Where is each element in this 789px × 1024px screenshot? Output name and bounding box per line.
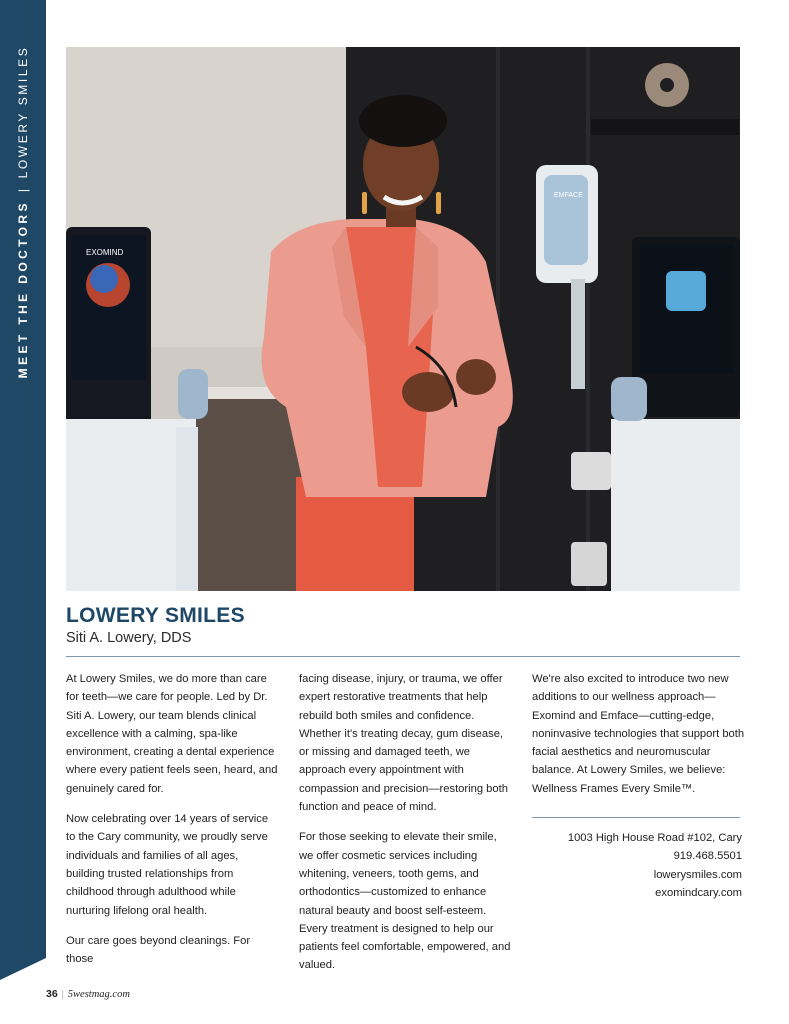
address: 1003 High House Road #102, Cary [567,832,742,844]
practice-label: LOWERY SMILES [16,45,30,179]
side-band-separator: | [16,186,30,193]
page-number: 36 [46,988,58,1000]
right-device-label: EMFACE [554,192,583,199]
footer-separator: | [61,989,64,1000]
contact-divider [532,817,740,818]
side-band [0,0,46,958]
text-column-2 [299,670,511,987]
magazine-site: 5westmag.com [67,989,130,1000]
paragraph: Our care goes beyond cleanings. For those [66,934,251,966]
paragraph: Now celebrating over 14 years of service to the Cary community, we proudly serve individuals and families of all ages, building trusted relationships from childhood through adulthood while nurturing lifelong oral health. [66,813,269,917]
paragraph: At Lowery Smiles, we do more than care for teeth—we care for people. Led by Dr. Siti A. Lowery, our team blends clinical excellence with a calming, spa-like environment, creating a dental experience where every patient feels seen, heard, and genuinely cared for. [66,673,278,795]
left-device-label: EXOMIND [86,248,124,257]
page-title: LOWERY SMILES [66,604,245,627]
text-column-3 [532,670,748,810]
text-column-1 [66,670,278,980]
contact-block [532,829,742,902]
doctor-photo [66,47,740,591]
page-footer [46,988,130,1000]
doctor-name: Siti A. Lowery, DDS [66,630,192,646]
phone-number[interactable]: 919.468.5501 [673,850,742,863]
side-band-text [16,46,30,379]
paragraph: For those seeking to elevate their smile, we offer cosmetic services including whitening, veneers, tooth gems, and orthodontics—customized to enhance natural beauty and boost self-esteem. Every treatment is designed to help our patients feel comfortable, empowered, and valued. [299,831,511,972]
paragraph: facing disease, injury, or trauma, we offer expert restorative treatments that help rebuild both smiles and confidence. Whether it's treating decay, gum disease, or missing and damaged teeth, we approach every appointment with compassion and precision—restoring both function and peace of mind. [299,673,508,814]
divider [66,656,740,657]
paragraph: We're also excited to introduce two new additions to our wellness approach—Exomind and Emface—cutting-edge, noninvasive technologies that support both facial aesthetics and neuromuscular balance. At Lowery Smiles, we believe: Wellness Frames Every Smile™. [532,673,745,795]
website-link[interactable]: exomindcary.com [655,886,742,899]
section-label: MEET THE DOCTORS [16,200,30,379]
side-band-corner [0,958,46,980]
website-link[interactable]: lowerysmiles.com [653,868,742,881]
